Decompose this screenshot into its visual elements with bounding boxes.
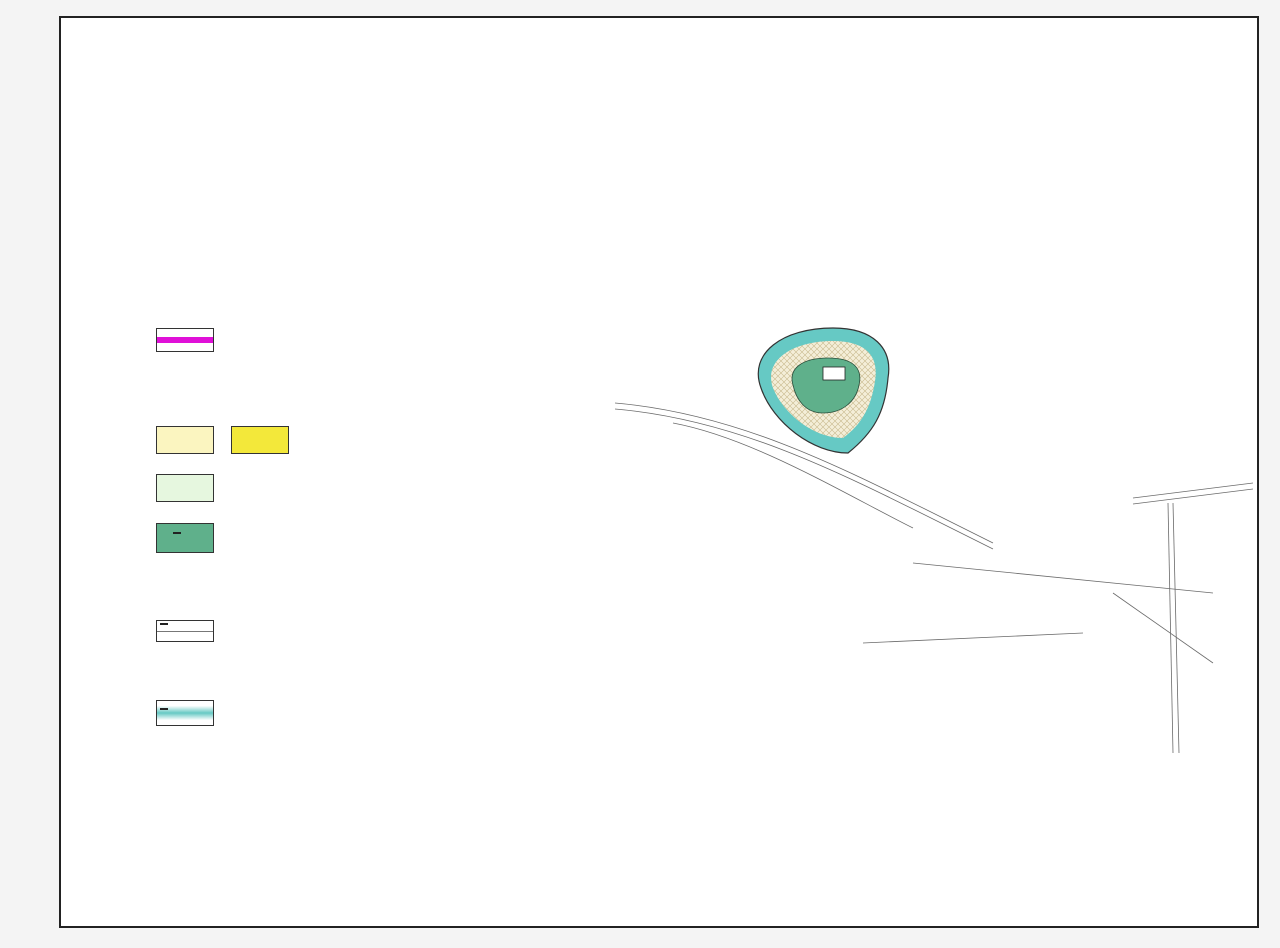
sanitary-zone-swatch: [156, 700, 214, 726]
cemetery-labels: [823, 367, 845, 380]
map-sheet: [59, 16, 1259, 928]
cemetery-tag: [173, 532, 181, 534]
roads: [615, 403, 1253, 753]
cemetery: [758, 328, 888, 453]
residential-project-swatch: [231, 426, 289, 454]
cemetery-swatch: [156, 523, 214, 553]
settlement-map: [613, 163, 1253, 753]
road-swatch-line: [157, 631, 213, 632]
greenery-swatch: [156, 474, 214, 502]
residential-existing-swatch: [156, 426, 214, 454]
road-tag: [160, 623, 168, 625]
border-swatch-line: [157, 337, 213, 343]
road-swatch: [156, 620, 214, 642]
sanitary-zone-tag: [160, 708, 168, 710]
border-swatch: [156, 328, 214, 352]
